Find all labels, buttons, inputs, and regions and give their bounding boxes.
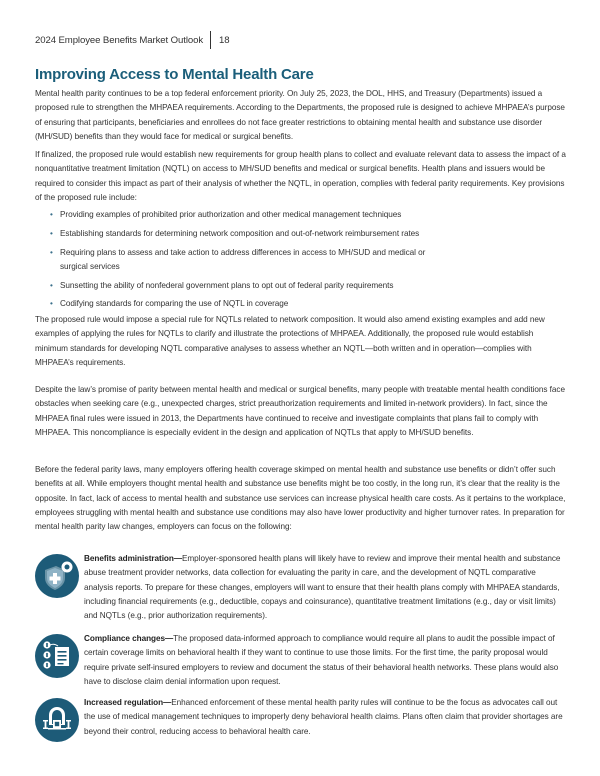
list-item: • Codifying standards for comparing the use of NQTL in coverage bbox=[50, 297, 550, 311]
provisions-list bbox=[50, 208, 550, 316]
focus-item-lead: Increased regulation— bbox=[84, 698, 172, 707]
list-item: • Sunsetting the ability of nonfederal government plans to opt out of federal parity requirements bbox=[50, 279, 550, 293]
paragraph-proposed-rule: If finalized, the proposed rule would establish new requirements for group health plans to collect and evaluate relevant data to assess the impact of a nonquantitative treatment limitation (NQTL) on access to MH/SUD benefits and medical or surgical benefits. Health plans and issuers would be required to consider this impact as part of their analysis of whether the NQTL, in operation, complies with federal parity requirements. Key provisions of the proposed rule include: bbox=[35, 150, 566, 202]
page-number: 18 bbox=[219, 34, 230, 46]
header-divider bbox=[210, 31, 211, 49]
bullet-icon: • bbox=[50, 299, 53, 309]
checklist-document-icon bbox=[35, 634, 79, 678]
list-item: • Establishing standards for determining network composition and out-of-network reimbursement rates bbox=[50, 227, 550, 241]
list-item: • Requiring plans to assess and take action to address differences in access to MH/SUD and medical or surgical services bbox=[50, 247, 426, 271]
focus-item-text: Compliance changes—The proposed data-informed approach to compliance would require all plans to audit the possible impact of certain coverage limits on behavioral health if they want to continue to use those limits. For the first time, the parity proposal would require private self-insured employers to review and document the status of their behavioral health networks. These plans would also have to disclose claim denial information upon request. bbox=[84, 634, 559, 686]
paragraph-network-composition: The proposed rule would impose a special rule for NQTLs related to network composition. It would also amend existing examples and add new examples of applying the rules for NQTLs to clarify and illustrate the protections of MHPAEA. Additionally, the proposed rule would establish minimum standards for developing NQTL comparative analyses to assess whether an NQTL—both written and in operation—complies with MHPAEA’s requirements. bbox=[35, 315, 545, 367]
focus-item-text: Increased regulation—Enhanced enforcement of these mental health parity rules will continue to be the focus as advocates call out the use of medical management techniques to improperly deny behavioral health claims. Plans often claim that provider shortages are beyond their control, reducing access to behavioral health care. bbox=[84, 698, 563, 736]
government-building-icon bbox=[35, 698, 79, 742]
shield-medical-icon bbox=[35, 554, 79, 598]
page-header bbox=[35, 31, 230, 49]
paragraph-employers: Before the federal parity laws, many employers offering health coverage skimped on mental health and substance use benefits or didn’t offer such benefits at all. While employers thought mental health and substance use benefits might be too costly, in the long run, it’s clear that the reality is the opposite. In fact, lack of access to mental health and substance use services can increase physical health care costs. As it pertains to the workplace, employees struggling with mental health and substance use conditions may also have lower productivity and higher turnover rates. In preparation for mental health parity law changes, employers can focus on the following: bbox=[35, 465, 566, 532]
paragraph-obstacles: Despite the law’s promise of parity between mental health and medical or surgical benefits, many people with treatable mental health conditions face obstacles when seeking care (e.g., unexpected charges, strict preauthorization requirements and limited in-network providers). In fact, since the MHPAEA final rules were issued in 2013, the Departments have continued to receive and investigate complaints that plans fail to comply with MHPAEA. This noncompliance is especially evident in the design and application of NQTLs that apply to MH/SUD benefits. bbox=[35, 385, 565, 437]
list-item: • Providing examples of prohibited prior authorization and other medical management techniques bbox=[50, 208, 550, 222]
bullet-icon: • bbox=[50, 247, 53, 257]
focus-item-lead: Compliance changes— bbox=[84, 634, 174, 643]
focus-item-text: Benefits administration—Employer-sponsored health plans will likely have to review and improve their mental health and substance abuse treatment provider networks, data collection for evaluating the parity in care, and the development of NQTL comparative analysis reports. To prepare for these changes, employers will want to ensure that their health plans comply with MHPAEA standards, including financial requirements (e.g., deductible, copays and coinsurance), quantitative treatment limitations (e.g., day or visit limits) and NQTLs (e.g., prior authorization requirements). bbox=[84, 554, 561, 621]
bullet-icon: • bbox=[50, 210, 53, 219]
bullet-icon: • bbox=[50, 228, 53, 238]
focus-item-lead: Benefits administration— bbox=[84, 554, 182, 563]
section-title: Improving Access to Mental Health Care bbox=[35, 66, 314, 83]
bullet-icon: • bbox=[50, 280, 53, 290]
paragraph-intro: Mental health parity continues to be a top federal enforcement priority. On July 25, 2023, the DOL, HHS, and Treasury (Departments) issued a proposed rule to strengthen the MHPAEA requirements. According to the Departments, the proposed rule is designed to achieve MHPAEA’s purpose of ensuring that participants, beneficiaries and enrollees do not face greater restrictions to obtaining mental health and substance use disorder (MH/SUD) benefits than they would face for medical or surgical benefits. bbox=[35, 89, 565, 141]
publication-title: 2024 Employee Benefits Market Outlook bbox=[35, 34, 204, 46]
